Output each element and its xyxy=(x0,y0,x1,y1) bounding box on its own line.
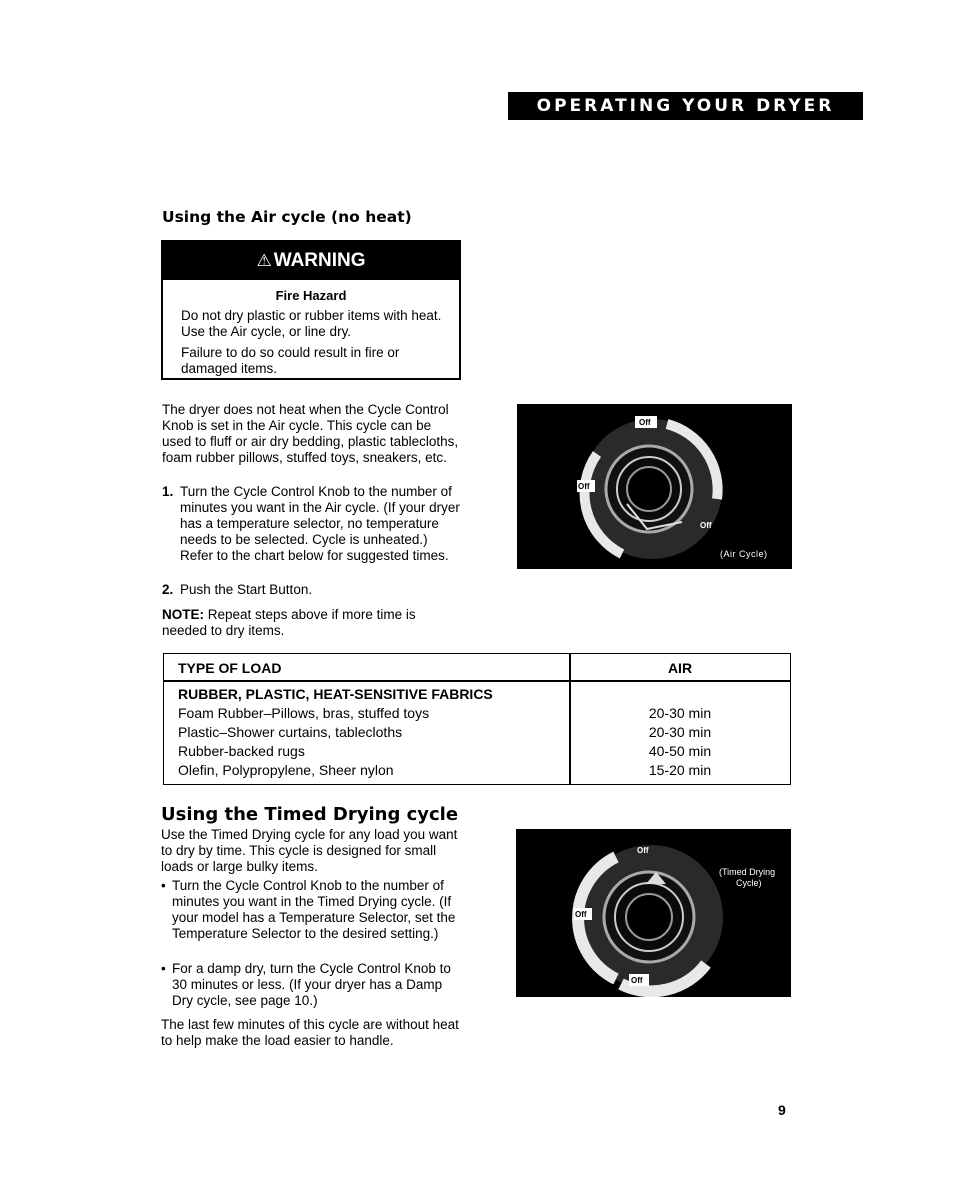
timed-knob-off-top-label: Off xyxy=(637,846,649,855)
air-intro-paragraph: The dryer does not heat when the Cycle Control Knob is set in the Air cycle. This cycle can be used to fluff or air dry bedding, plastic tablecloths, foam rubber pillows, stuffed toys, sneakers, etc. xyxy=(162,402,459,465)
warning-triangle-icon: ⚠ xyxy=(256,251,272,270)
table-load-column xyxy=(178,704,558,780)
air-knob-off-top-label: Off xyxy=(639,418,651,427)
bullet-2-text: For a damp dry, turn the Cycle Control Knob to 30 minutes or less. (If your dryer has a Damp Dry cycle, see page 10.) xyxy=(172,961,451,1008)
warning-text-1: Do not dry plastic or rubber items with heat. Use the Air cycle, or line dry. xyxy=(181,308,442,339)
section-banner: OPERATING YOUR DRYER xyxy=(508,92,863,120)
timed-knob-off-left-label: Off xyxy=(575,910,587,919)
table-row-load: Rubber-backed rugs xyxy=(178,743,305,759)
table-row-load: Foam Rubber–Pillows, bras, stuffed toys xyxy=(178,705,430,721)
table-time-column xyxy=(569,704,791,780)
air-note xyxy=(162,607,452,639)
air-cycle-heading: Using the Air cycle (no heat) xyxy=(162,208,412,226)
timed-knob-off-bottom-label: Off xyxy=(631,976,643,985)
table-row-load: Plastic–Shower curtains, tablecloths xyxy=(178,724,403,740)
timed-cycle-heading: Using the Timed Drying cycle xyxy=(161,804,459,825)
air-times-table xyxy=(163,653,791,785)
air-knob-off-right-label: Off xyxy=(700,521,712,530)
air-step-2 xyxy=(162,582,462,598)
air-knob-off-left-label: Off xyxy=(578,482,590,491)
air-image-caption: (Air Cycle) xyxy=(720,549,768,559)
bullet-icon: • xyxy=(161,878,166,893)
warning-subtitle: Fire Hazard xyxy=(275,288,347,303)
bullet-1-text: Turn the Cycle Control Knob to the number of minutes you want in the Timed Drying cycle. (If your model has a Temperature Selector, set the Temperature Selector to the desired setting.) xyxy=(172,878,456,941)
warning-header xyxy=(163,242,459,280)
step-2-number: 2. xyxy=(162,582,174,597)
table-header-load: TYPE OF LOAD xyxy=(178,660,282,676)
air-step-1 xyxy=(162,484,462,564)
timed-image-caption-2: Cycle) xyxy=(736,878,762,888)
table-row-time: 20-30 min xyxy=(648,724,712,740)
table-group-title: RUBBER, PLASTIC, HEAT-SENSITIVE FABRICS xyxy=(178,686,493,702)
step-1-text: Turn the Cycle Control Knob to the number of minutes you want in the Air cycle. (If your dryer has a temperature selector, no temperature needs to be selected. Cycle is unheated.) Refer to the chart below for suggested times. xyxy=(180,484,460,563)
table-row-load: Olefin, Polypropylene, Sheer nylon xyxy=(178,762,394,778)
timed-image-caption-1: (Timed Drying xyxy=(719,867,776,877)
note-label: NOTE: xyxy=(162,607,204,622)
table-row-time: 15-20 min xyxy=(648,762,712,778)
warning-title: WARNING xyxy=(273,250,366,271)
table-header-air: AIR xyxy=(667,660,693,676)
timed-bullet-2 xyxy=(161,961,461,1009)
step-2-text: Push the Start Button. xyxy=(180,582,313,597)
table-row-time: 20-30 min xyxy=(648,705,712,721)
bullet-icon: • xyxy=(161,961,166,976)
table-row-time: 40-50 min xyxy=(648,743,712,759)
timed-cycle-knob-image xyxy=(516,829,791,997)
air-knob-illustration xyxy=(517,404,792,569)
note-text: Repeat steps above if more time is needed to dry items. xyxy=(162,607,416,638)
step-1-number: 1. xyxy=(162,484,174,499)
warning-text-2: Failure to do so could result in fire or damaged items. xyxy=(181,345,400,376)
warning-box xyxy=(161,240,461,380)
timed-intro-paragraph: Use the Timed Drying cycle for any load you want to dry by time. This cycle is designed for small loads or large bulky items. xyxy=(161,827,458,874)
air-cycle-knob-image xyxy=(517,404,792,569)
page-number: 9 xyxy=(778,1102,786,1118)
timed-closing-paragraph: The last few minutes of this cycle are without heat to help make the load easier to handle. xyxy=(161,1017,459,1048)
timed-bullet-1 xyxy=(161,878,461,942)
timed-knob-illustration xyxy=(516,829,791,997)
